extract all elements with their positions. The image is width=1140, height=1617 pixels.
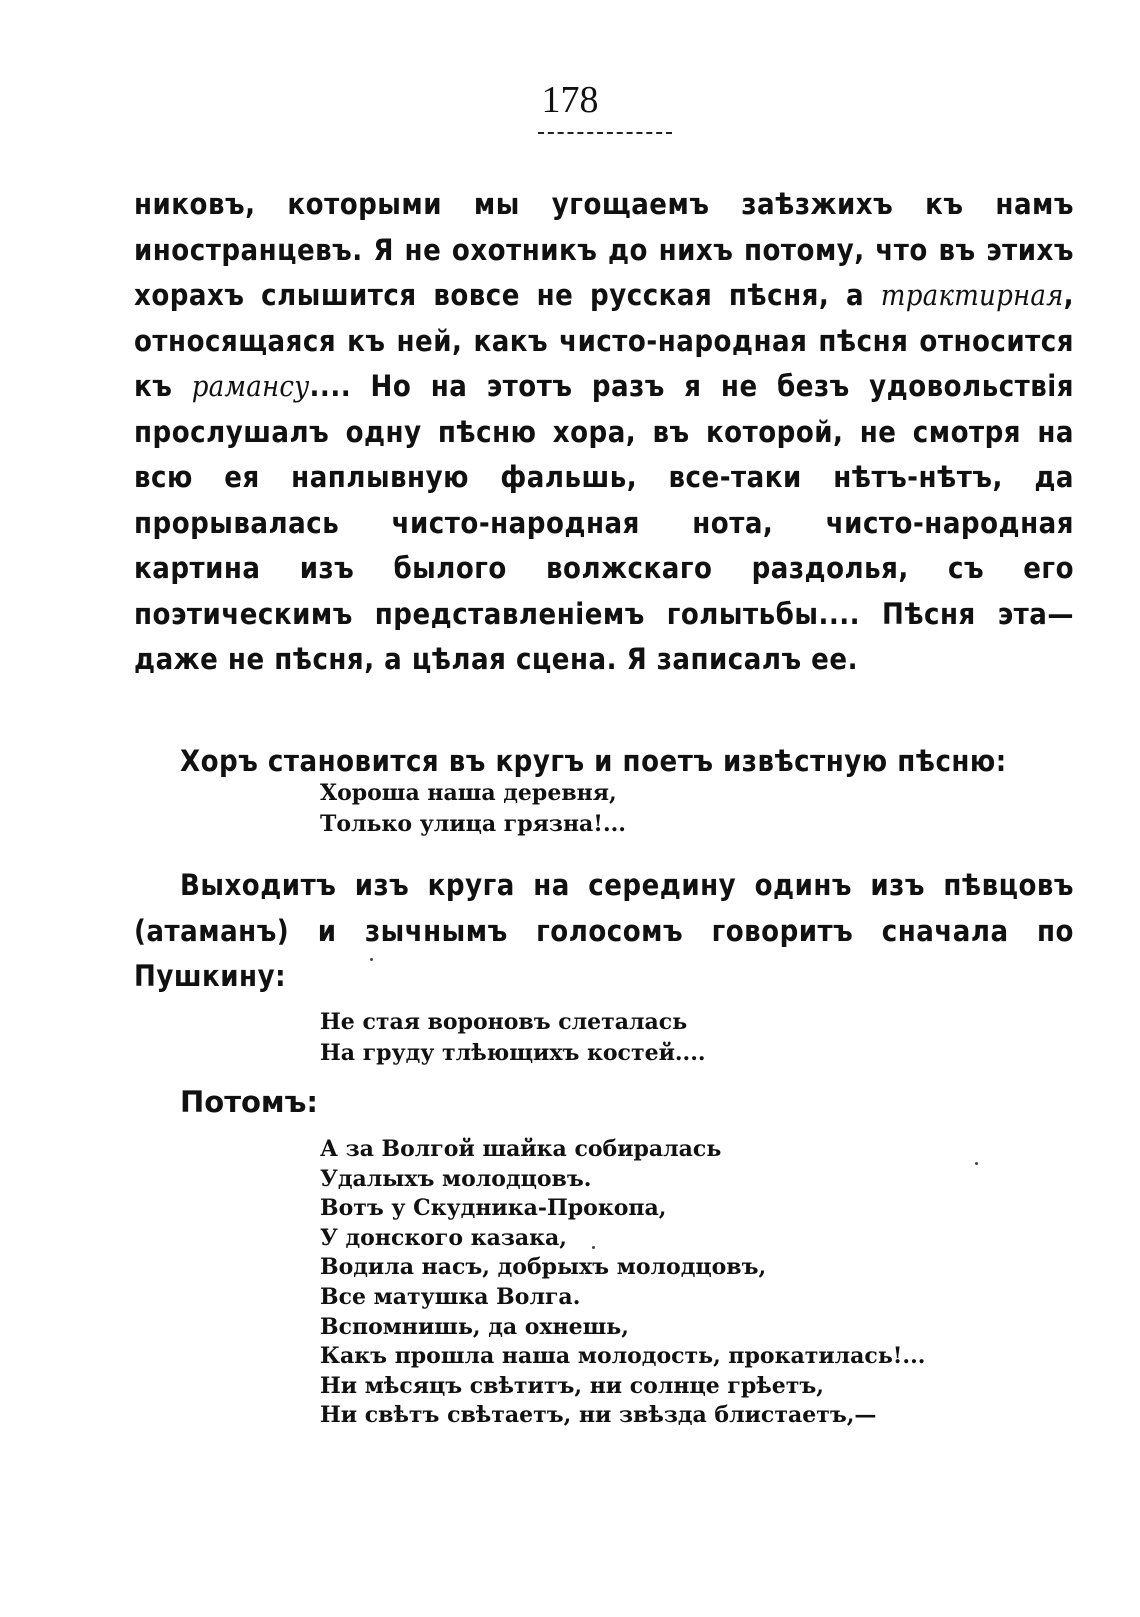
italic-word-ramansu: рамансу xyxy=(191,369,310,403)
verse-line: Не стая вороновъ слеталась xyxy=(320,1009,688,1035)
paragraph-3: Выходитъ изъ круга на середину одинъ изъ пѣвцовъ (атаманъ) и зычнымъ голосомъ говоритъ сначала по Пушкину: xyxy=(134,868,1074,993)
verse-line: Все матушка Волга. xyxy=(320,1283,581,1310)
verse-line: Вспомнишь, да охнешь, xyxy=(320,1313,629,1340)
verse-line: Вотъ у Скудника-Прокопа, xyxy=(320,1195,667,1222)
verse-line: Только улица грязна!... xyxy=(320,811,626,837)
verse-line: Ни мѣсяцъ свѣтитъ, ни солнце грѣетъ, xyxy=(320,1372,824,1399)
verse-line: А за Волгой шайка собиралась xyxy=(320,1136,722,1162)
verse-line: У донского казака, xyxy=(320,1224,567,1251)
verse-line: Хороша наша деревня, xyxy=(320,780,617,806)
print-speck xyxy=(592,1246,595,1249)
verse-block-2 xyxy=(320,1007,706,1069)
paragraph-1-text-c: .... Но на этотъ разъ я не безъ удовольствія прослушалъ одну пѣсню хора, въ которой, не смотря на всю ея наплывную фальшь, все-таки нѣтъ-нѣтъ, да прорывалась чисто-народная нота, чисто-народная картина изъ былого волжскаго раздолья, съ его поэтическимъ представленіемъ голытьбы.... Пѣсня эта—даже не пѣсня, а цѣлая сцена. Я записалъ ее. xyxy=(134,369,1074,676)
paragraph-2: Хоръ становится въ кругъ и поетъ извѣстную пѣсню: xyxy=(180,744,1007,778)
paragraph-1-text-b: , относящаяся къ ней, какъ чисто-народная пѣсня относится къ xyxy=(134,278,1074,403)
verse-line: Удалыхъ молодцовъ. xyxy=(320,1165,592,1192)
page-number: 178 xyxy=(541,79,599,121)
paragraph-1 xyxy=(134,182,1074,683)
heading-potom: Потомъ: xyxy=(180,1085,319,1119)
verse-line: На груду тлѣющихъ костей.... xyxy=(320,1040,706,1066)
paragraph-1-text-a: никовъ, которыми мы угощаемъ заѣзжихъ къ намъ иностранцевъ. Я не охотникъ до нихъ потому, что въ этихъ хорахъ слышится вовсе не русская пѣсня, а xyxy=(134,187,1074,312)
verse-line: Водила насъ, добрыхъ молодцовъ, xyxy=(320,1254,767,1281)
verse-block-1 xyxy=(320,778,626,840)
print-speck xyxy=(975,1162,978,1165)
verse-line: Какъ прошла наша молодость, прокатилась!... xyxy=(320,1343,926,1370)
page-number-rule xyxy=(538,132,672,134)
verse-block-3 xyxy=(320,1135,925,1431)
italic-word-traktirnaya: трактирная xyxy=(880,278,1064,312)
print-speck xyxy=(370,958,373,961)
verse-line: Ни свѣтъ свѣтаетъ, ни звѣзда блистаетъ,— xyxy=(320,1402,877,1429)
